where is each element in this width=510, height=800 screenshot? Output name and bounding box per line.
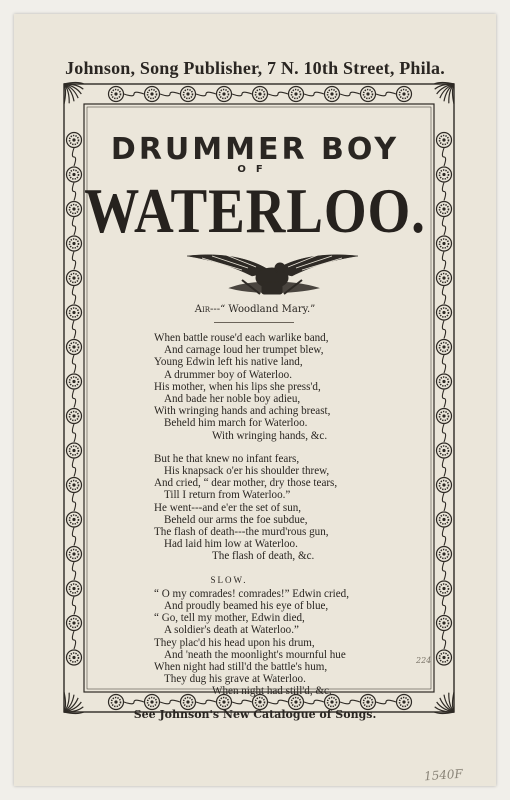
scroll-ornament xyxy=(72,493,75,511)
scroll-ornament xyxy=(442,252,445,270)
verse-line: But he that knew no infant fears, xyxy=(154,452,300,465)
verse-line: When night had still'd, &c. xyxy=(212,685,332,698)
scroll-ornament xyxy=(72,286,75,304)
scroll-ornament xyxy=(124,700,144,704)
verse-line: They plac'd his head upon his drum, xyxy=(154,636,315,649)
scroll-ornament xyxy=(442,631,445,649)
verse-line: Beheld him march for Waterloo. xyxy=(164,417,308,430)
scroll-ornament xyxy=(442,597,445,615)
broadside-sheet xyxy=(14,14,496,786)
rosette-center xyxy=(442,656,445,659)
rosette-center xyxy=(442,276,445,279)
footer-advert: See Johnson's New Catalogue of Songs. xyxy=(133,708,377,721)
verse-line: When night had still'd the battle's hum, xyxy=(154,661,328,674)
scroll-ornament xyxy=(72,390,75,408)
title-line-2: OF xyxy=(237,164,273,175)
scroll-ornament xyxy=(232,92,252,96)
rosette-center xyxy=(258,92,261,95)
scroll-ornament xyxy=(72,355,75,373)
verse-line: His knapsack o'er his shoulder threw, xyxy=(164,465,330,478)
verse-line: And bade her noble boy adieu, xyxy=(164,393,301,406)
scroll-ornament xyxy=(442,321,445,339)
scroll-ornament xyxy=(124,92,144,96)
scroll-ornament xyxy=(72,321,75,339)
verse-line: His mother, when his lips she press'd, xyxy=(154,380,321,393)
eagle-icon xyxy=(182,250,362,298)
song-verses xyxy=(154,332,394,709)
scroll-ornament xyxy=(442,355,445,373)
air-line xyxy=(14,304,496,315)
rosette-center xyxy=(330,92,333,95)
rosette-center xyxy=(442,621,445,624)
rosette-center xyxy=(114,92,117,95)
air-tune: ---“ Woodland Mary.” xyxy=(210,304,316,315)
scroll-ornament xyxy=(72,424,75,442)
rosette-center xyxy=(72,483,75,486)
rosette-center xyxy=(72,587,75,590)
scroll-ornament xyxy=(340,92,360,96)
scroll-ornament xyxy=(160,92,180,96)
divider xyxy=(214,322,294,323)
verse-line: A soldier's death at Waterloo.” xyxy=(164,624,299,637)
scroll-ornament xyxy=(442,562,445,580)
scroll-ornament xyxy=(72,528,75,546)
scroll-ornament xyxy=(442,528,445,546)
verse-line: And 'neath the moonlight's mournful hue xyxy=(164,648,346,661)
verse-line: When battle rouse'd each warlike band, xyxy=(154,332,329,344)
verse-line: He went---and e'er the set of sun, xyxy=(154,501,302,514)
rosette-center xyxy=(442,414,445,417)
tempo-heading: SLOW. xyxy=(210,574,248,585)
verse-line: “ O my comrades! comrades!” Edwin cried, xyxy=(154,587,349,600)
scroll-ornament xyxy=(72,631,75,649)
verse-line: Beheld our arms the foe subdue, xyxy=(164,513,308,526)
scroll-ornament xyxy=(442,286,445,304)
verse-line: They dug his grave at Waterloo. xyxy=(164,673,306,686)
rosette-center xyxy=(72,414,75,417)
scroll-ornament xyxy=(442,459,445,477)
scroll-ornament xyxy=(72,562,75,580)
title-line-1: DRUMMER BOY xyxy=(110,132,400,167)
scroll-ornament xyxy=(72,459,75,477)
rosette-center xyxy=(402,700,405,703)
stanza xyxy=(154,453,394,563)
verse-line: The flash of death, &c. xyxy=(212,550,315,563)
rosette-center xyxy=(402,92,405,95)
verse-line: With wringing hands, &c. xyxy=(212,429,328,442)
scroll-ornament xyxy=(268,92,288,96)
verse-line: Young Edwin left his native land, xyxy=(154,356,303,369)
pencil-note: 224 xyxy=(416,656,432,665)
verse-line: Had laid him low at Waterloo. xyxy=(164,538,298,551)
scroll-ornament xyxy=(72,597,75,615)
rosette-center xyxy=(366,92,369,95)
rosette-center xyxy=(72,656,75,659)
rosette-center xyxy=(114,700,117,703)
rosette-center xyxy=(294,92,297,95)
rosette-center xyxy=(186,92,189,95)
stanza xyxy=(154,574,394,698)
rosette-center xyxy=(72,345,75,348)
pencil-catalog-number: 1540F xyxy=(423,766,464,784)
scroll-ornament xyxy=(72,252,75,270)
rosette-center xyxy=(72,380,75,383)
rosette-center xyxy=(222,92,225,95)
rosette-center xyxy=(442,587,445,590)
scroll-ornament xyxy=(442,390,445,408)
verse-line: With wringing hands and aching breast, xyxy=(154,405,331,418)
rosette-center xyxy=(72,449,75,452)
rosette-center xyxy=(442,483,445,486)
rosette-center xyxy=(442,345,445,348)
rosette-center xyxy=(72,621,75,624)
verse-line: Till I return from Waterloo.” xyxy=(164,489,291,502)
rosette-center xyxy=(442,518,445,521)
rosette-center xyxy=(442,449,445,452)
verse-line: A drummer boy of Waterloo. xyxy=(164,368,292,381)
rosette-center xyxy=(72,552,75,555)
verse-line: “ Go, tell my mother, Edwin died, xyxy=(154,612,305,625)
verse-line: And carnage loud her trumpet blew, xyxy=(164,344,324,357)
scroll-ornament xyxy=(196,92,216,96)
rosette-center xyxy=(72,518,75,521)
rosette-center xyxy=(72,276,75,279)
rosette-center xyxy=(442,552,445,555)
verse-line: And proudly beamed his eye of blue, xyxy=(164,600,329,613)
rosette-center xyxy=(150,92,153,95)
rosette-center xyxy=(442,380,445,383)
verse-line: And cried, “ dear mother, dry those tears, xyxy=(154,477,338,490)
scroll-ornament xyxy=(442,424,445,442)
title-line-3: WATERLOO. xyxy=(84,175,426,246)
scroll-ornament xyxy=(376,92,396,96)
verse-line: The flash of death---the murd'rous gun, xyxy=(154,526,329,539)
air-label: Air xyxy=(194,304,210,315)
publisher-imprint: Johnson, Song Publisher, 7 N. 10th Street, Phila. xyxy=(65,58,445,78)
scroll-ornament xyxy=(442,493,445,511)
scroll-ornament xyxy=(304,92,324,96)
stanza xyxy=(154,332,394,442)
